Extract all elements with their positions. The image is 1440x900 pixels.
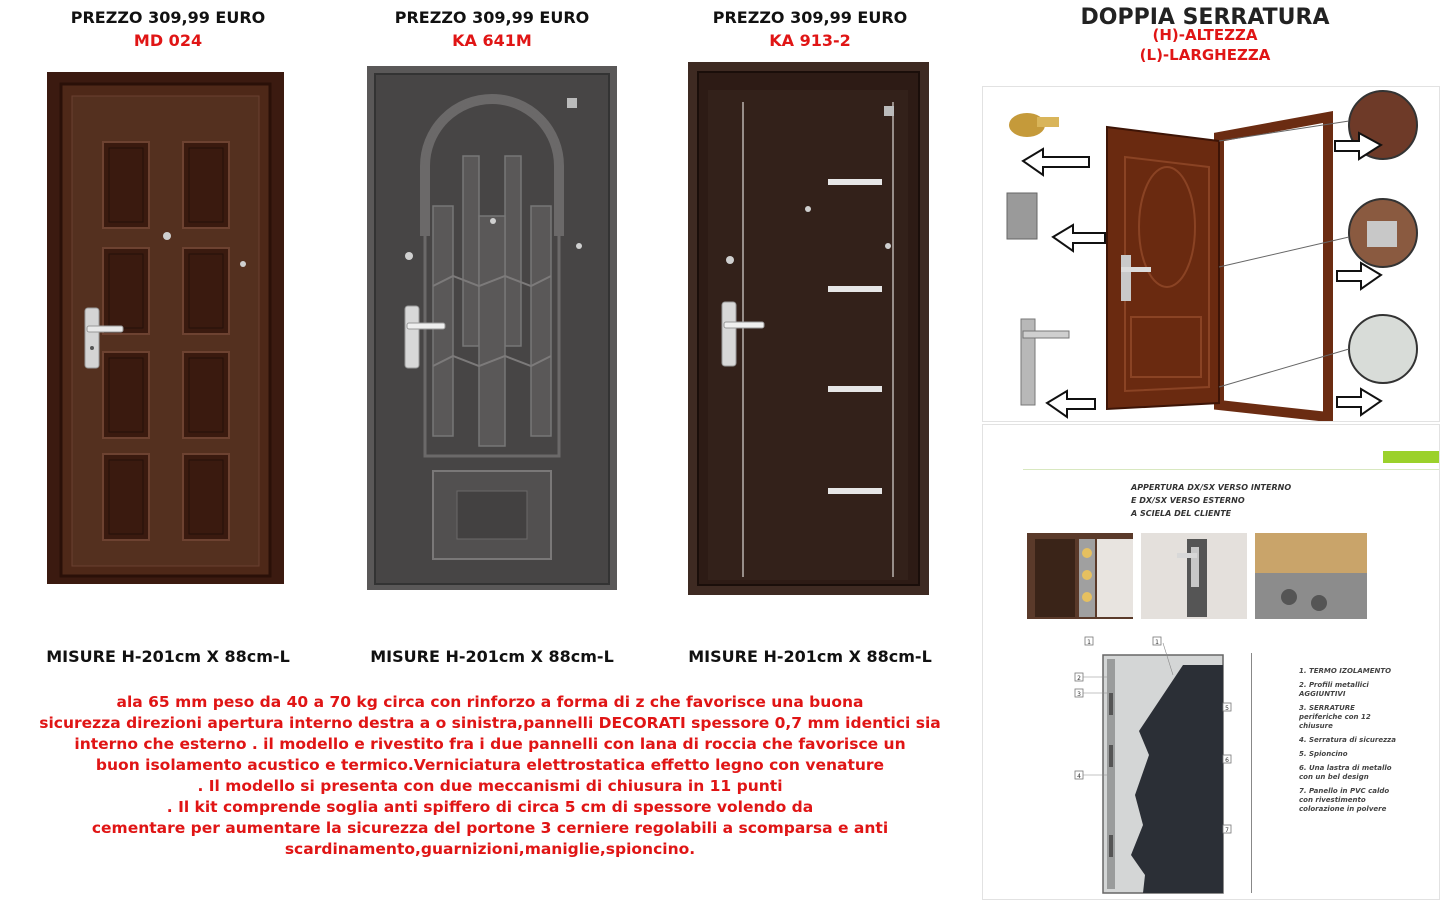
diagram-number: 1 (1087, 639, 1091, 646)
width-label: (L)-LARGHEZZA (1139, 46, 1271, 64)
legend-item: 6. Una lastra di metallo con un bel design (1299, 764, 1392, 781)
door-1-code: MD 024 (133, 31, 203, 50)
description-line: sicurezza direzioni apertura interno destra a o sinistra,pannelli DECORATI spessore 0,7 mm identici sia (39, 714, 941, 732)
door-3-price: PREZZO 309,99 EURO (712, 8, 908, 27)
door-3-code: KA 913-2 (769, 31, 851, 50)
diagram-number: 3 (1077, 691, 1081, 698)
legend-item: 4. Serratura di sicurezza (1299, 736, 1396, 744)
hinge-photos (1027, 533, 1367, 619)
green-accent-bar (1383, 451, 1439, 463)
diagram-number: 5 (1225, 705, 1229, 712)
feature-legend (1299, 667, 1399, 814)
opening-text (1131, 483, 1291, 518)
cross-section-diagram (1073, 635, 1243, 897)
right-title: DOPPIA SERRATURA (1080, 5, 1330, 30)
door-image-ka913-2 (688, 62, 929, 595)
door-image-ka641m (367, 66, 617, 590)
door-features-panel (982, 86, 1440, 422)
legend-item: 7. Panello in PVC caldo con rivestimento colorazione in polvere (1299, 787, 1390, 813)
description-line: interno che esterno . il modello e rivestito fra i due pannelli con lana di roccia che favorisce un (74, 735, 906, 753)
legend-item: 3. SERRATURE periferiche con 12 chiusure (1299, 704, 1371, 730)
opening-spec-panel (982, 424, 1440, 900)
diagram-number: 1 (1155, 639, 1159, 646)
diagram-number: 6 (1225, 757, 1229, 764)
diagram-number: 7 (1225, 827, 1229, 834)
door-2-measure: MISURE H-201cm X 88cm-L (370, 647, 614, 666)
description-line: . Il modello si presenta con due meccanismi di chiusura in 11 punti (197, 777, 783, 795)
diagram-number: 2 (1077, 675, 1081, 682)
description-line: . Il kit comprende soglia anti spiffero di circa 5 cm di spessore volendo da (166, 798, 814, 816)
description-line: cementare per aumentare la sicurezza del portone 3 cerniere regolabili a scomparsa e anti (91, 819, 889, 837)
door-1-price: PREZZO 309,99 EURO (70, 8, 266, 27)
description-line: ala 65 mm peso da 40 a 70 kg circa con rinforzo a forma di z che favorisce una buona (116, 693, 864, 711)
door-1-measure: MISURE H-201cm X 88cm-L (46, 647, 290, 666)
height-label: (H)-ALTEZZA (1152, 26, 1258, 44)
product-description (20, 692, 960, 860)
opening-line: A SCIELA DEL CLIENTE (1131, 509, 1232, 518)
legend-item: 2. Profili metallici AGGIUNTIVI (1299, 681, 1369, 698)
opening-line: E DX/SX VERSO ESTERNO (1131, 496, 1245, 505)
legend-item: 5. Spioncino (1299, 750, 1348, 758)
opening-line: APPERTURA DX/SX VERSO INTERNO (1131, 483, 1292, 492)
door-3-measure: MISURE H-201cm X 88cm-L (688, 647, 932, 666)
diagram-number: 4 (1077, 773, 1081, 780)
accent-line (1023, 469, 1439, 470)
description-line: scardinamento,guarnizioni,maniglie,spioncino. (284, 840, 696, 858)
door-image-md024 (47, 72, 284, 584)
door-2-code: KA 641M (452, 31, 532, 50)
dimension-line (1251, 653, 1252, 893)
description-line: buon isolamento acustico e termico.Verniciatura elettrostatica effetto legno con venature (95, 756, 885, 774)
door-2-price: PREZZO 309,99 EURO (394, 8, 590, 27)
legend-item: 1. TERMO IZOLAMENTO (1299, 667, 1392, 675)
